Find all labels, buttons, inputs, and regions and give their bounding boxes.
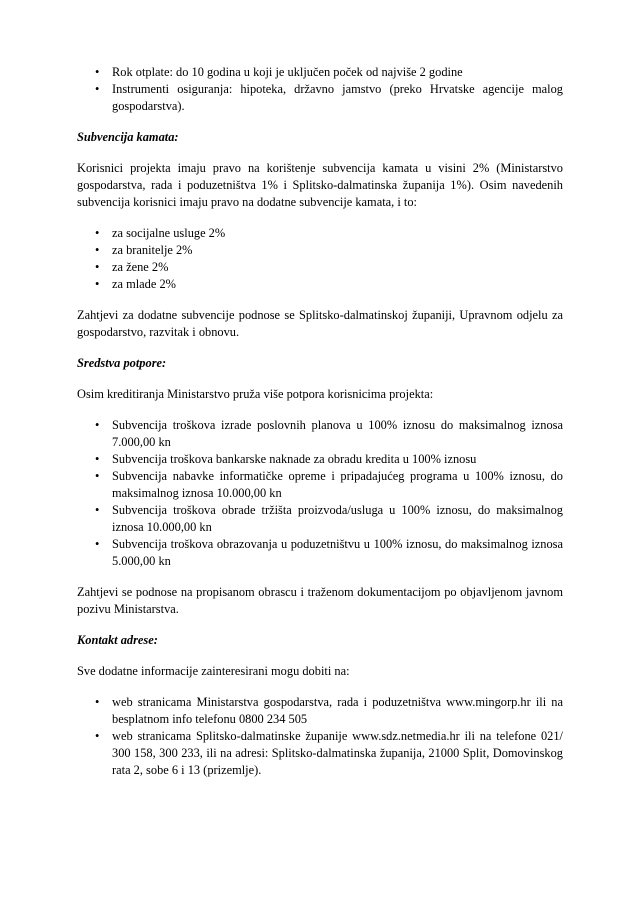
list-item: • Subvencija nabavke informatičke opreme i pripadajućeg programa u 100% iznosu, do maksimalnog iznosa 10.000,00 kn <box>95 469 563 500</box>
list-item: • web stranicama Splitsko-dalmatinske županije www.sdz.netmedia.hr ili na telefone 021/ 300 158, 300 233, ili na adresi: Splitsko-dalmatinska županija, 21000 Split, Domovinskog rata 2, sobe 6 i 13 (prizemlje). <box>95 729 563 777</box>
list-item: • web stranicama Ministarstva gospodarstva, rada i poduzetništva www.mingorp.hr ili na besplatnom info telefonu 0800 234 505 <box>95 695 563 726</box>
list-item: • za mlade 2% <box>95 277 176 291</box>
bullet-icon: • <box>95 243 100 257</box>
bullet-icon: • <box>95 260 100 274</box>
list-item: • Subvencija troškova obrazovanja u poduzetništvu u 100% iznosu, do maksimalnog iznosa 5.000,00 kn <box>95 537 563 568</box>
loan-terms-list <box>77 64 563 115</box>
bullet-icon: • <box>95 277 100 291</box>
extra-subsidy-list <box>77 225 563 293</box>
support-list <box>77 417 563 570</box>
section-heading-interest: Subvencija kamata: <box>77 130 179 144</box>
list-item: • Subvencija troškova bankarske naknade za obradu kredita u 100% iznosu <box>95 452 477 466</box>
bullet-icon: • <box>95 418 100 432</box>
list-item: • Rok otplate: do 10 godina u koji je uključen poček od najviše 2 godine <box>95 65 463 79</box>
list-item: • za branitelje 2% <box>95 243 193 257</box>
bullet-icon: • <box>95 729 100 743</box>
bullet-icon: • <box>95 503 100 517</box>
bullet-icon: • <box>95 452 100 466</box>
bullet-icon: • <box>95 226 100 240</box>
list-item: • Subvencija troškova izrade poslovnih planova u 100% iznosu do maksimalnog iznosa 7.000,00 kn <box>95 418 563 449</box>
section-heading-contact: Kontakt adrese: <box>77 633 158 647</box>
list-item: • za socijalne usluge 2% <box>95 226 226 240</box>
bullet-icon: • <box>95 82 100 96</box>
support-note: Zahtjevi se podnose na propisanom obrascu i traženom dokumentacijom po objavljenom javnom pozivu Ministarstva. <box>77 585 563 616</box>
contact-list <box>77 694 563 779</box>
bullet-icon: • <box>95 65 100 79</box>
list-item: • Instrumenti osiguranja: hipoteka, državno jamstvo (preko Hrvatske agencije malog gospodarstva). <box>95 82 563 113</box>
interest-note: Zahtjevi za dodatne subvencije podnose se Splitsko-dalmatinskoj županiji, Upravnom odjelu za gospodarstvo, razvitak i obnovu. <box>77 308 563 339</box>
list-item: • Subvencija troškova obrade tržišta proizvoda/usluga u 100% iznosu, do maksimalnog iznosa 10.000,00 kn <box>95 503 563 534</box>
bullet-icon: • <box>95 469 100 483</box>
contact-intro: Sve dodatne informacije zainteresirani mogu dobiti na: <box>77 664 350 678</box>
support-intro: Osim kreditiranja Ministarstvo pruža više potpora korisnicima projekta: <box>77 387 434 401</box>
section-heading-support: Sredstva potpore: <box>77 356 167 370</box>
bullet-icon: • <box>95 537 100 551</box>
list-item: • za žene 2% <box>95 260 169 274</box>
bullet-icon: • <box>95 695 100 709</box>
interest-paragraph: Korisnici projekta imaju pravo na korištenje subvencija kamata u visini 2% (Ministarstvo gospodarstva, rada i poduzetništva 1% i Splitsko-dalmatinska županija 1%). Osim navedenih subvencija korisnici imaju pravo na dodatne subvencije kamata, i to: <box>77 161 563 209</box>
document-page <box>77 64 563 779</box>
